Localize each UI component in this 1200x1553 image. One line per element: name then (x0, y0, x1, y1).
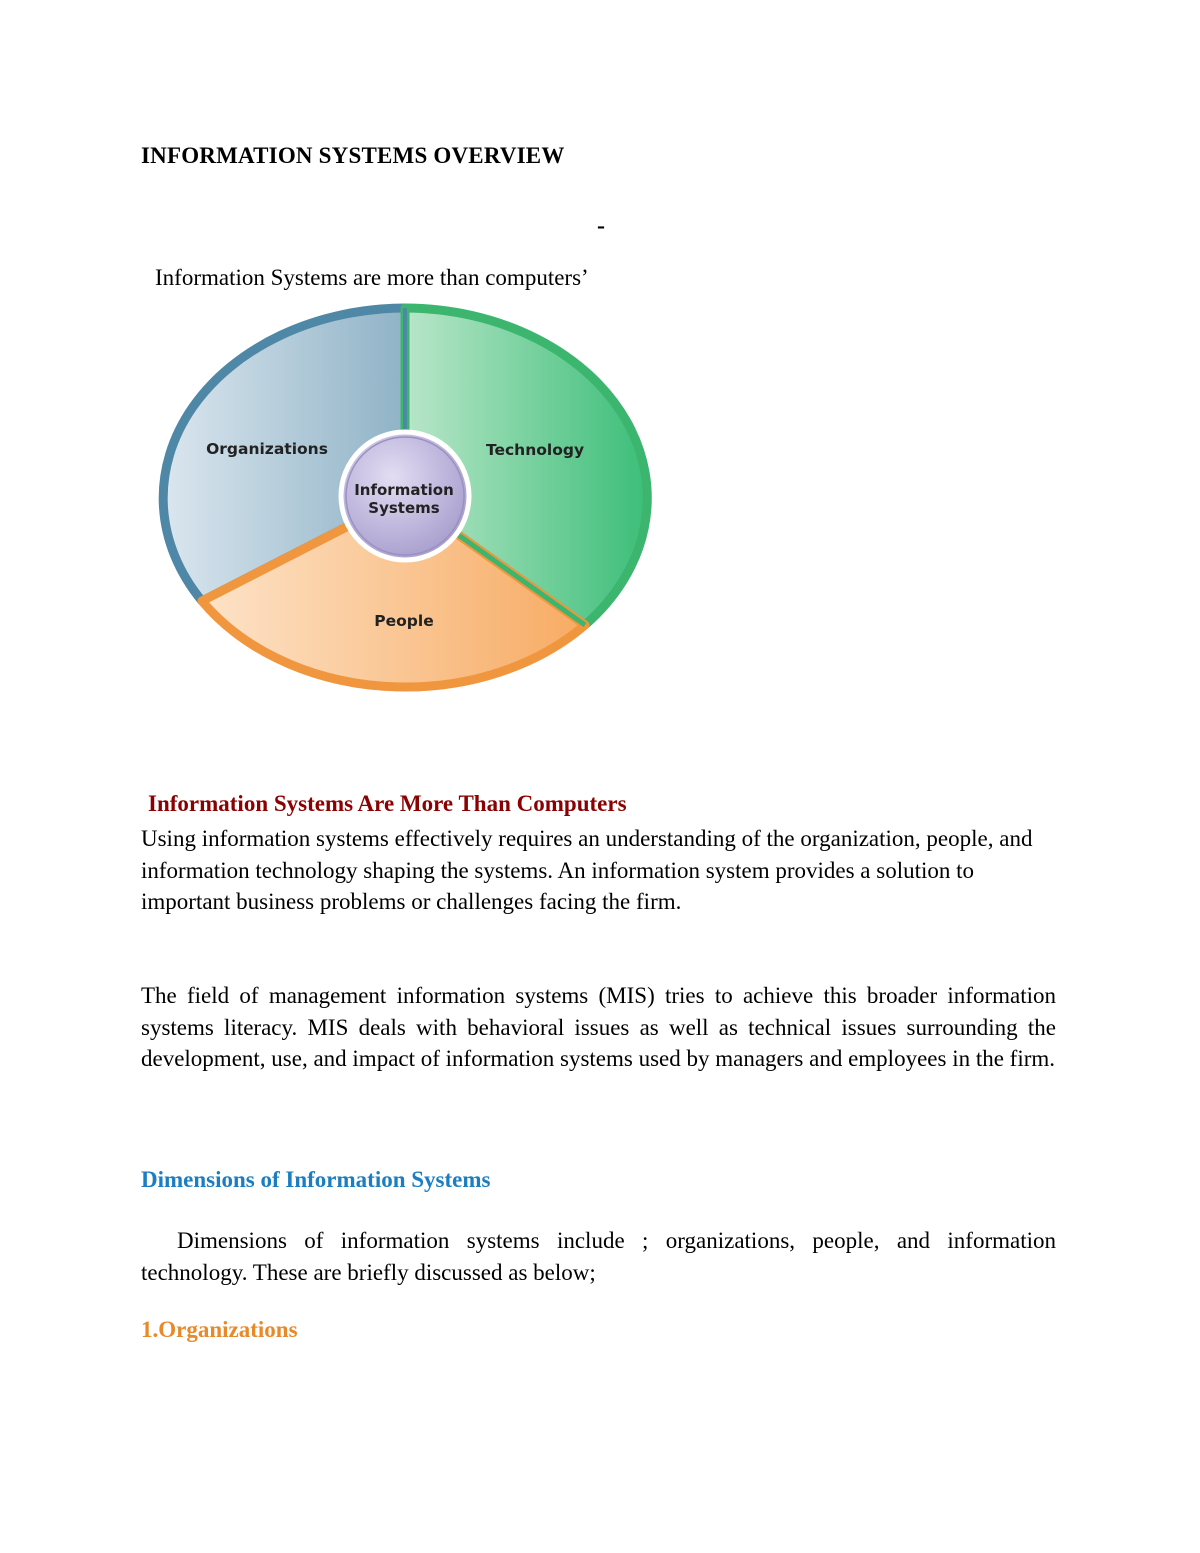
paragraph-understanding: Using information systems effectively requires an understanding of the organization, people, and information technology shaping the systems. An information system provides a solution to important business problems or challenges facing the firm. (141, 826, 1033, 914)
figure-caption: Information Systems are more than computers’ (155, 265, 589, 290)
section-heading-more-than-computers: Information Systems Are More Than Computers (148, 791, 627, 816)
label-center-line1: Information (354, 481, 454, 499)
label-center-line2: Systems (368, 499, 440, 517)
paragraph-dimensions: Dimensions of information systems include ; organizations, people, and information technology. These are briefly discussed as below; (141, 1228, 1056, 1285)
label-organizations: Organizations (206, 440, 328, 458)
paragraph-mis: The field of management information systems (MIS) tries to achieve this broader information systems literacy. MIS deals with behavioral issues as well as technical issues surrounding the development, use, and impact of information systems used by managers and employees in the firm. (141, 983, 1056, 1071)
page-title: INFORMATION SYSTEMS OVERVIEW (141, 143, 565, 168)
dash-mark: - (597, 213, 605, 239)
diagram-svg (155, 300, 660, 705)
information-systems-diagram (155, 300, 660, 705)
section-heading-organizations: 1.Organizations (141, 1317, 298, 1342)
label-people: People (374, 612, 434, 630)
label-technology: Technology (485, 441, 585, 459)
section-heading-dimensions: Dimensions of Information Systems (141, 1167, 491, 1192)
